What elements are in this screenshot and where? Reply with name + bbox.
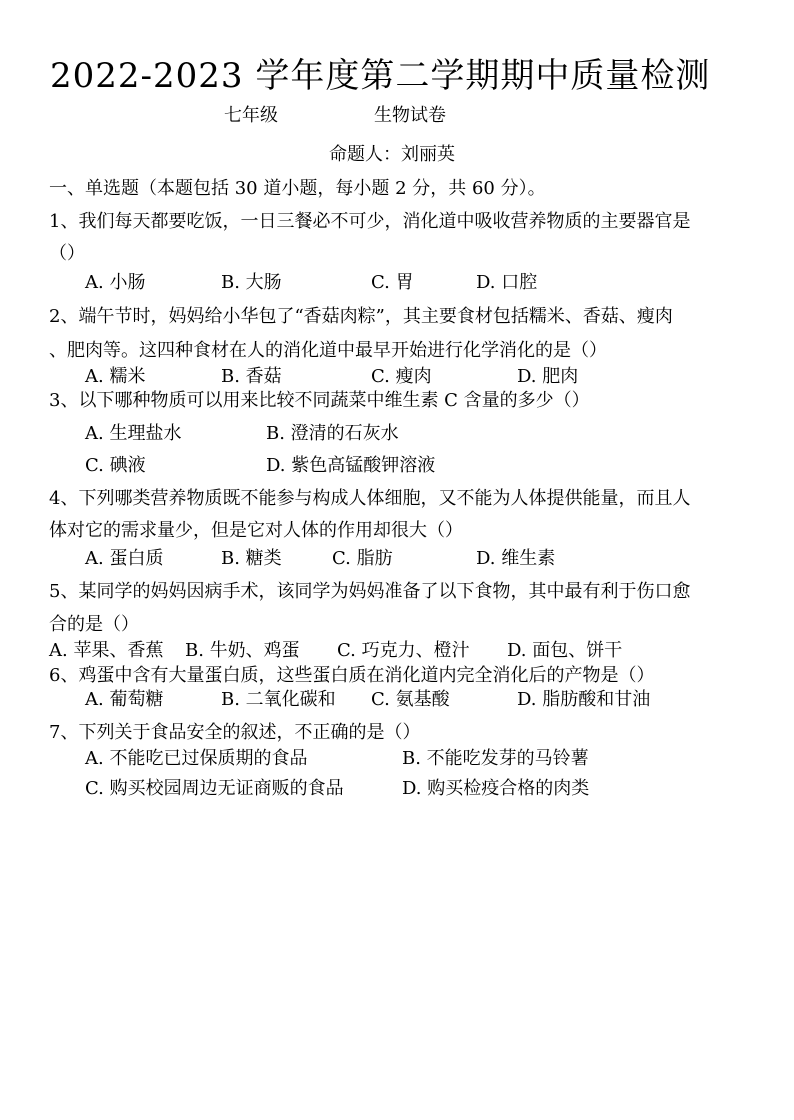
q1-option-b: B. 大肠 [221, 272, 282, 293]
q3-option-a: A. 生理盐水 [85, 423, 182, 444]
question-1-stem: 1、我们每天都要吃饭，一日三餐必不可少，消化道中吸收营养物质的主要器官是 [49, 211, 691, 232]
q6-option-c: C. 氨基酸 [371, 689, 450, 710]
question-1-stem-cont: （） [49, 243, 85, 264]
q2-option-b: B. 香菇 [221, 366, 282, 387]
section-heading: 一、单选题（本题包括 30 道小题，每小题 2 分，共 60 分）。 [49, 178, 546, 199]
question-5-stem: 5、某同学的妈妈因病手术，该同学为妈妈准备了以下食物，其中最有利于伤口愈 [49, 581, 691, 602]
q7-option-d: D. 购买检疫合格的肉类 [402, 778, 590, 799]
q3-option-d: D. 紫色高锰酸钾溶液 [266, 455, 436, 476]
q1-option-a: A. 小肠 [85, 272, 146, 293]
question-7-stem: 7、下列关于食品安全的叙述，不正确的是（） [49, 722, 421, 743]
q7-option-b: B. 不能吃发芽的马铃薯 [402, 748, 589, 769]
q4-option-a: A. 蛋白质 [85, 548, 164, 569]
question-4-stem: 4、下列哪类营养物质既不能参与构成人体细胞，又不能为人体提供能量，而且人 [49, 488, 691, 509]
q5-option-b: B. 牛奶、鸡蛋 [185, 640, 300, 661]
q2-option-a: A. 糯米 [85, 366, 146, 387]
question-6-stem: 6、鸡蛋中含有大量蛋白质，这些蛋白质在消化道内完全消化后的产物是（） [49, 665, 655, 686]
q6-option-a: A. 葡萄糖 [85, 689, 164, 710]
question-3-stem: 3、以下哪种物质可以用来比较不同蔬菜中维生素 C 含量的多少（） [49, 390, 590, 411]
author-label: 命题人：刘丽英 [329, 144, 455, 165]
question-5-stem-cont: 合的是（） [49, 614, 139, 635]
subject-label: 生物试卷 [374, 105, 446, 126]
q5-option-a: A. 苹果、香蕉 [49, 640, 164, 661]
q7-option-c: C. 购买校园周边无证商贩的食品 [85, 778, 344, 799]
q5-option-c: C. 巧克力、橙汁 [337, 640, 470, 661]
q6-option-d: D. 脂肪酸和甘油 [517, 689, 651, 710]
q2-option-d: D. 肥肉 [517, 366, 579, 387]
question-2-stem-cont: 、肥肉等。这四种食材在人的消化道中最早开始进行化学消化的是（） [49, 340, 607, 361]
q3-option-b: B. 澄清的石灰水 [266, 423, 399, 444]
q2-option-c: C. 瘦肉 [371, 366, 432, 387]
question-2-stem: 2、端午节时，妈妈给小华包了“香菇肉粽”，其主要食材包括糯米、香菇、瘦肉 [49, 306, 673, 327]
q1-option-c: C. 胃 [371, 272, 414, 293]
q6-option-b: B. 二氧化碳和 [221, 689, 336, 710]
q7-option-a: A. 不能吃已过保质期的食品 [85, 748, 308, 769]
q5-option-d: D. 面包、饼干 [507, 640, 623, 661]
q1-option-d: D. 口腔 [476, 272, 538, 293]
exam-title: 2022-2023 学年度第二学期期中质量检测 [50, 56, 711, 96]
q3-option-c: C. 碘液 [85, 455, 146, 476]
q4-option-b: B. 糖类 [221, 548, 282, 569]
q4-option-c: C. 脂肪 [332, 548, 393, 569]
grade-label: 七年级 [224, 105, 278, 126]
question-4-stem-cont: 体对它的需求量少，但是它对人体的作用却很大（） [49, 520, 463, 541]
q4-option-d: D. 维生素 [476, 548, 556, 569]
